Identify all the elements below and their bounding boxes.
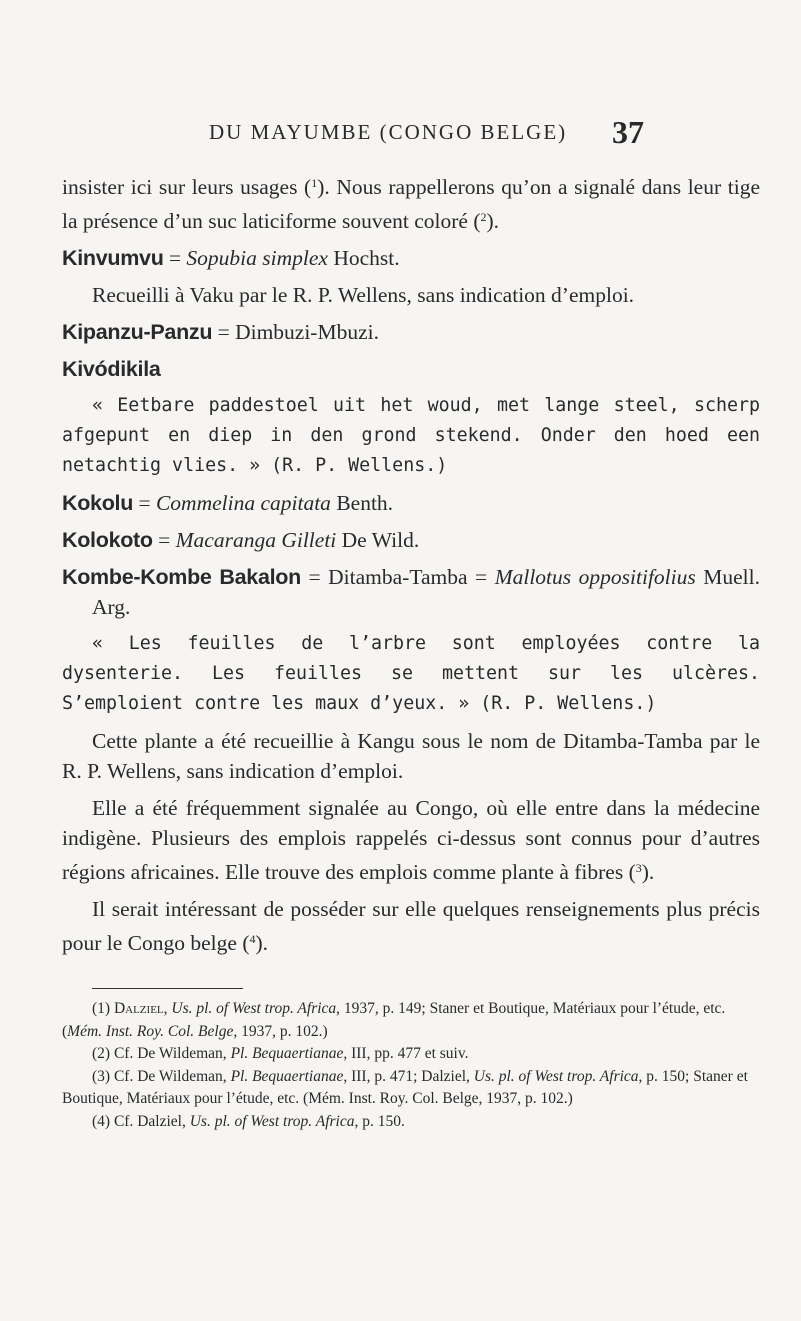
entry-headword: Kolokoto — [62, 528, 153, 552]
entry-kombe-kombe: Kombe-Kombe Bakalon = Ditamba-Tamba = Mallotus oppositifolius Muell. Arg. — [62, 565, 760, 619]
footnote: (2) Cf. De Wildeman, Pl. Bequaertianae, III, pp. 477 et suiv. — [92, 1045, 469, 1062]
page-header — [0, 114, 801, 150]
entry-headword: Kombe-Kombe Bakalon — [62, 565, 301, 589]
species-name: Mallotus oppositifolius — [494, 565, 696, 589]
entry-kokolu: Kokolu = Commelina capitata Benth. — [62, 491, 394, 515]
footnotes — [62, 998, 760, 1133]
page-number: 37 — [612, 114, 644, 150]
paragraph: Recueilli à Vaku par le R. P. Wellens, sans indication d’emploi. — [92, 283, 635, 307]
footnote: (3) Cf. De Wildeman, Pl. Bequaertianae, III, p. 471; Dalziel, Us. pl. of West trop. Africa, p. 150; Staner et Boutique, Matériaux pour l’étude, etc. (Mém. Inst. Roy. Col. Belge, 1937, p. 102.) — [62, 1067, 748, 1107]
entry-kolokoto: Kolokoto = Macaranga Gilleti De Wild. — [62, 528, 420, 552]
paragraph: Cette plante a été recueillie à Kangu sous le nom de Ditamba-Tamba par le R. P. Wellens, sans indication d’emploi. — [62, 729, 760, 783]
quotation: « Les feuilles de l’arbre sont employées contre la dysenterie. Les feuilles se mettent sur les ulcères. S’emploient contre les maux d’yeux. » (R. P. Wellens.) — [62, 633, 760, 714]
footnote: (4) Cf. Dalziel, Us. pl. of West trop. Africa, p. 150. — [92, 1112, 405, 1130]
entry-headword: Kokolu — [62, 491, 134, 515]
footnote: (1) Dalziel, Us. pl. of West trop. Africa, 1937, p. 149; Staner et Boutique, Matériaux pour l’étude, etc. (Mém. Inst. Roy. Col. Belge, 1937, p. 102.) — [62, 1000, 726, 1040]
entry-headword: Kinvumvu — [62, 246, 164, 270]
entry-kinvumvu: Kinvumvu = Sopubia simplex Hochst. — [62, 246, 400, 270]
running-head: DU MAYUMBE (CONGO BELGE) — [209, 120, 568, 144]
entry-headword: Kivódikila — [62, 357, 161, 381]
species-name: Sopubia simplex — [186, 246, 328, 270]
footnote-ref[interactable]: 3 — [635, 861, 642, 875]
footnote-divider — [92, 988, 243, 989]
paragraph-continuation: insister ici sur leurs usages ($^1$). Nous rappellerons qu’on a signalé dans leur tige la présence d’un suc laticiforme souvent coloré ($^2$). — [62, 175, 760, 233]
entry-headword: Kipanzu-Panzu — [62, 320, 213, 344]
entry-kipanzu: Kipanzu-Panzu = Dimbuzi-Mbuzi. — [62, 320, 379, 344]
page-body — [62, 168, 760, 1133]
species-name: Macaranga Gilleti — [175, 528, 337, 552]
paragraph: Elle a été fréquemment signalée au Congo, où elle entre dans la médecine indigène. Plusieurs des emplois rappelés ci-dessus sont connus pour d’autres régions africaines. Elle trouve des emplois comme plante à fibres ($^3$). — [62, 796, 760, 884]
entry-kivodikila — [62, 354, 760, 384]
footnote-ref[interactable]: 2 — [480, 210, 487, 224]
paragraph: Il serait intéressant de posséder sur elle quelques renseignements plus précis pour le Congo belge ($^4$). — [62, 897, 760, 955]
footnote-ref[interactable]: 4 — [249, 932, 256, 946]
species-name: Commelina capitata — [155, 491, 331, 515]
quotation: « Eetbare paddestoel uit het woud, met lange steel, scherp afgepunt en diep in den grond stekend. Onder den hoed een netachtig vlies. » (R. P. Wellens.) — [62, 395, 760, 476]
footnote-ref[interactable]: 1 — [311, 176, 318, 190]
